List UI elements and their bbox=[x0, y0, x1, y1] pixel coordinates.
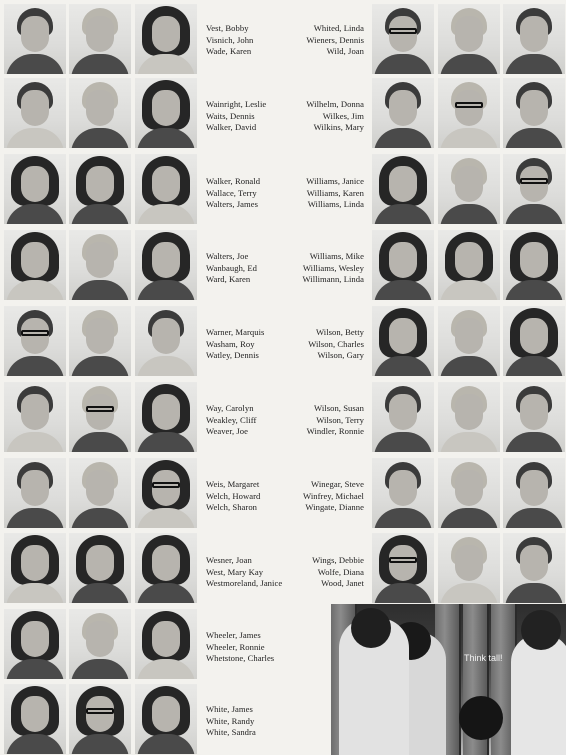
student-name: Visnich, John bbox=[206, 34, 254, 45]
shoulders-shape bbox=[6, 280, 64, 300]
student-portrait bbox=[135, 609, 197, 679]
face-shape bbox=[152, 318, 180, 354]
student-name: Wood, Janet bbox=[321, 578, 364, 589]
glasses-icon bbox=[21, 330, 49, 336]
student-name: Ward, Karen bbox=[206, 274, 251, 285]
name-block bbox=[206, 251, 364, 287]
face-shape bbox=[86, 545, 114, 581]
face-shape bbox=[21, 470, 49, 506]
face-shape bbox=[389, 394, 417, 430]
name-block bbox=[206, 176, 364, 212]
student-name: Wilkes, Jim bbox=[322, 110, 364, 121]
student-head bbox=[521, 610, 561, 650]
shoulders-shape bbox=[6, 204, 64, 224]
names-left-column bbox=[206, 99, 266, 134]
student-portrait bbox=[372, 533, 434, 603]
student-portrait bbox=[438, 154, 500, 224]
student-portrait bbox=[372, 78, 434, 148]
student-name: Wilson, Terry bbox=[316, 414, 364, 425]
student-name: Williams, Karen bbox=[306, 187, 364, 198]
shoulders-shape bbox=[71, 659, 129, 679]
shoulders-shape bbox=[440, 204, 498, 224]
student-portrait bbox=[503, 306, 565, 376]
student-portrait bbox=[438, 382, 500, 452]
shoulders-shape bbox=[71, 432, 129, 452]
face-shape bbox=[455, 90, 483, 126]
student-portrait bbox=[135, 78, 197, 148]
student-name: White, Randy bbox=[206, 715, 255, 726]
student-name: Warner, Marquis bbox=[206, 327, 265, 337]
face-shape bbox=[21, 394, 49, 430]
face-shape bbox=[86, 90, 114, 126]
student-name: Way, Carolyn bbox=[206, 403, 254, 413]
shoulders-shape bbox=[505, 356, 563, 376]
face-shape bbox=[152, 16, 180, 52]
student-name: West, Mary Kay bbox=[206, 566, 264, 577]
glasses-icon bbox=[152, 482, 180, 488]
shoulders-shape bbox=[6, 659, 64, 679]
shoulders-shape bbox=[137, 659, 195, 679]
student-name: Waits, Dennis bbox=[206, 110, 255, 121]
shoulders-shape bbox=[374, 583, 432, 603]
name-block bbox=[206, 630, 364, 666]
shoulders-shape bbox=[71, 508, 129, 528]
student-name: Welch, Sharon bbox=[206, 502, 258, 513]
face-shape bbox=[520, 90, 548, 126]
shoulders-shape bbox=[374, 432, 432, 452]
student-portrait bbox=[69, 382, 131, 452]
face-shape bbox=[152, 696, 180, 732]
student-portrait bbox=[135, 382, 197, 452]
student-portrait bbox=[503, 4, 565, 74]
glasses-icon bbox=[455, 102, 483, 108]
student-name: Watley, Dennis bbox=[206, 350, 259, 361]
face-shape bbox=[520, 545, 548, 581]
student-name: Whetstone, Charles bbox=[206, 653, 275, 664]
shoulders-shape bbox=[505, 508, 563, 528]
shoulders-shape bbox=[71, 204, 129, 224]
shoulders-shape bbox=[137, 432, 195, 452]
student-portrait bbox=[372, 4, 434, 74]
student-portrait bbox=[4, 458, 66, 528]
shoulders-shape bbox=[137, 204, 195, 224]
shoulders-shape bbox=[137, 54, 195, 74]
glasses-icon bbox=[389, 557, 417, 563]
student-portrait bbox=[503, 154, 565, 224]
face-shape bbox=[389, 166, 417, 202]
face-shape bbox=[520, 470, 548, 506]
shoulders-shape bbox=[137, 583, 195, 603]
shoulders-shape bbox=[137, 508, 195, 528]
face-shape bbox=[21, 545, 49, 581]
student-name: Wilson, Gary bbox=[317, 350, 364, 361]
face-shape bbox=[152, 242, 180, 278]
student-portrait bbox=[135, 458, 197, 528]
face-shape bbox=[21, 16, 49, 52]
shoulders-shape bbox=[137, 734, 195, 754]
shoulders-shape bbox=[505, 204, 563, 224]
shoulders-shape bbox=[6, 583, 64, 603]
student-name: Wieners, Dennis bbox=[306, 34, 364, 45]
student-name: Whited, Linda bbox=[313, 23, 364, 33]
student-portrait bbox=[69, 684, 131, 754]
name-block bbox=[206, 99, 364, 135]
student-name: White, Sandra bbox=[206, 727, 256, 738]
student-portrait bbox=[503, 382, 565, 452]
face-shape bbox=[455, 166, 483, 202]
name-block bbox=[206, 403, 364, 439]
student-portrait bbox=[438, 458, 500, 528]
shoulders-shape bbox=[6, 54, 64, 74]
student-name: Williams, Mike bbox=[309, 251, 364, 261]
student-name: Walters, Joe bbox=[206, 251, 249, 261]
names-right-column bbox=[306, 176, 364, 211]
student-name: Westmoreland, Janice bbox=[206, 578, 283, 589]
names-right-column bbox=[303, 479, 364, 514]
names-left-column bbox=[206, 403, 256, 438]
shoulders-shape bbox=[6, 356, 64, 376]
student-name: Wallace, Terry bbox=[206, 187, 257, 198]
student-name: Walker, Ronald bbox=[206, 176, 261, 186]
shoulders-shape bbox=[440, 356, 498, 376]
shoulders-shape bbox=[71, 128, 129, 148]
names-right-column bbox=[306, 23, 364, 58]
student-portrait bbox=[4, 154, 66, 224]
face-shape bbox=[389, 16, 417, 52]
names-right-column bbox=[312, 555, 364, 590]
face-shape bbox=[86, 166, 114, 202]
student-portrait bbox=[69, 306, 131, 376]
shoulders-shape bbox=[440, 280, 498, 300]
face-shape bbox=[86, 394, 114, 430]
shoulders-shape bbox=[374, 204, 432, 224]
face-shape bbox=[520, 242, 548, 278]
face-shape bbox=[152, 621, 180, 657]
names-left-column bbox=[206, 630, 274, 665]
student-portrait bbox=[503, 458, 565, 528]
shoulders-shape bbox=[137, 356, 195, 376]
student-portrait bbox=[135, 154, 197, 224]
face-shape bbox=[389, 242, 417, 278]
student-name: Wilhelm, Donna bbox=[306, 99, 364, 109]
face-shape bbox=[152, 90, 180, 126]
face-shape bbox=[389, 545, 417, 581]
shoulders-shape bbox=[440, 508, 498, 528]
candid-caption: Think tall! bbox=[464, 653, 503, 663]
student-name: Wade, Karen bbox=[206, 46, 252, 57]
shoulders-shape bbox=[374, 54, 432, 74]
student-portrait bbox=[69, 533, 131, 603]
shoulders-shape bbox=[440, 432, 498, 452]
student-portrait bbox=[372, 458, 434, 528]
shoulders-shape bbox=[505, 128, 563, 148]
student-portrait bbox=[135, 306, 197, 376]
student-portrait bbox=[4, 78, 66, 148]
names-right-column bbox=[308, 327, 364, 362]
student-name: Walters, James bbox=[206, 199, 259, 210]
face-shape bbox=[21, 318, 49, 354]
student-name: Weaver, Joe bbox=[206, 426, 248, 437]
student-name: Williams, Janice bbox=[306, 176, 364, 186]
face-shape bbox=[520, 166, 548, 202]
glasses-icon bbox=[86, 708, 114, 714]
shoulders-shape bbox=[71, 583, 129, 603]
face-shape bbox=[86, 242, 114, 278]
shoulders-shape bbox=[440, 128, 498, 148]
names-left-column bbox=[206, 251, 257, 286]
names-right-column bbox=[302, 251, 364, 286]
face-shape bbox=[152, 394, 180, 430]
shoulders-shape bbox=[505, 583, 563, 603]
student-name: Wolfe, Diana bbox=[317, 566, 364, 577]
student-name: Washam, Roy bbox=[206, 338, 255, 349]
student-portrait bbox=[438, 533, 500, 603]
face-shape bbox=[152, 470, 180, 506]
student-figure bbox=[511, 634, 566, 755]
face-shape bbox=[455, 242, 483, 278]
student-name: Wheeler, James bbox=[206, 630, 261, 640]
student-name: Weis, Margaret bbox=[206, 479, 260, 489]
student-portrait bbox=[438, 78, 500, 148]
shoulders-shape bbox=[440, 583, 498, 603]
shoulders-shape bbox=[374, 356, 432, 376]
face-shape bbox=[455, 318, 483, 354]
student-portrait bbox=[135, 230, 197, 300]
names-right-column bbox=[307, 403, 364, 438]
student-portrait bbox=[135, 684, 197, 754]
student-portrait bbox=[438, 4, 500, 74]
face-shape bbox=[86, 318, 114, 354]
face-shape bbox=[21, 166, 49, 202]
student-name: Wheeler, Ronnie bbox=[206, 641, 265, 652]
student-name: Wesner, Joan bbox=[206, 555, 252, 565]
face-shape bbox=[86, 470, 114, 506]
shoulders-shape bbox=[440, 54, 498, 74]
student-portrait bbox=[372, 382, 434, 452]
student-name: Williams, Wesley bbox=[302, 262, 364, 273]
names-left-column bbox=[206, 327, 264, 362]
student-portrait bbox=[69, 78, 131, 148]
shoulders-shape bbox=[374, 128, 432, 148]
face-shape bbox=[86, 16, 114, 52]
names-left-column bbox=[206, 479, 260, 514]
face-shape bbox=[152, 545, 180, 581]
glasses-icon bbox=[520, 178, 548, 184]
seated-student bbox=[459, 696, 503, 740]
student-portrait bbox=[69, 230, 131, 300]
candid-photo-lockers bbox=[331, 604, 566, 755]
student-portrait bbox=[372, 306, 434, 376]
shoulders-shape bbox=[505, 280, 563, 300]
student-name: Windler, Ronnie bbox=[306, 426, 364, 437]
student-name: Winfrey, Michael bbox=[303, 490, 364, 501]
face-shape bbox=[455, 545, 483, 581]
student-portrait bbox=[503, 230, 565, 300]
face-shape bbox=[455, 394, 483, 430]
student-portrait bbox=[372, 230, 434, 300]
shoulders-shape bbox=[505, 54, 563, 74]
student-portrait bbox=[438, 230, 500, 300]
shoulders-shape bbox=[137, 280, 195, 300]
names-left-column bbox=[206, 555, 282, 590]
student-portrait bbox=[438, 306, 500, 376]
student-name: Wings, Debbie bbox=[312, 555, 364, 565]
student-portrait bbox=[69, 154, 131, 224]
shoulders-shape bbox=[374, 508, 432, 528]
student-portrait bbox=[135, 533, 197, 603]
face-shape bbox=[455, 470, 483, 506]
student-portrait bbox=[372, 154, 434, 224]
face-shape bbox=[21, 696, 49, 732]
student-name: Willimann, Linda bbox=[302, 274, 364, 285]
names-left-column bbox=[206, 176, 260, 211]
student-portrait bbox=[4, 684, 66, 754]
student-name: Wainright, Leslie bbox=[206, 99, 267, 109]
face-shape bbox=[86, 696, 114, 732]
shoulders-shape bbox=[374, 280, 432, 300]
shoulders-shape bbox=[6, 508, 64, 528]
student-portrait bbox=[503, 78, 565, 148]
student-name: Wilson, Betty bbox=[315, 327, 364, 337]
face-shape bbox=[86, 621, 114, 657]
student-name: Vest, Bobby bbox=[206, 23, 249, 33]
face-shape bbox=[520, 318, 548, 354]
student-portrait bbox=[4, 382, 66, 452]
face-shape bbox=[389, 318, 417, 354]
face-shape bbox=[152, 166, 180, 202]
student-portrait bbox=[4, 230, 66, 300]
shoulders-shape bbox=[505, 432, 563, 452]
student-name: White, James bbox=[206, 704, 253, 714]
names-right-column bbox=[306, 99, 364, 134]
student-portrait bbox=[4, 4, 66, 74]
shoulders-shape bbox=[6, 734, 64, 754]
name-block bbox=[206, 704, 364, 740]
face-shape bbox=[520, 16, 548, 52]
face-shape bbox=[389, 470, 417, 506]
student-name: Welch, Howard bbox=[206, 490, 261, 501]
glasses-icon bbox=[86, 406, 114, 412]
face-shape bbox=[21, 621, 49, 657]
student-portrait bbox=[69, 458, 131, 528]
shoulders-shape bbox=[71, 54, 129, 74]
student-name: Wilson, Charles bbox=[308, 338, 364, 349]
student-portrait bbox=[135, 4, 197, 74]
names-left-column bbox=[206, 23, 253, 58]
student-name: Winegar, Steve bbox=[311, 479, 364, 489]
student-name: Wild, Joan bbox=[326, 46, 364, 57]
face-shape bbox=[455, 16, 483, 52]
face-shape bbox=[389, 90, 417, 126]
shoulders-shape bbox=[71, 280, 129, 300]
student-portrait bbox=[503, 533, 565, 603]
names-left-column bbox=[206, 704, 256, 739]
shoulders-shape bbox=[6, 432, 64, 452]
student-name: Wanbaugh, Ed bbox=[206, 262, 257, 273]
student-name: Weakley, Cliff bbox=[206, 414, 257, 425]
student-portrait bbox=[4, 306, 66, 376]
face-shape bbox=[520, 394, 548, 430]
face-shape bbox=[21, 90, 49, 126]
name-block bbox=[206, 23, 364, 59]
face-shape bbox=[21, 242, 49, 278]
student-name: Walker, David bbox=[206, 122, 257, 133]
student-portrait bbox=[69, 4, 131, 74]
name-block bbox=[206, 479, 364, 515]
shoulders-shape bbox=[137, 128, 195, 148]
name-block bbox=[206, 555, 364, 591]
student-name: Wingate, Dianne bbox=[305, 502, 364, 513]
glasses-icon bbox=[389, 28, 417, 34]
student-name: Wilson, Susan bbox=[314, 403, 364, 413]
student-name: Williams, Linda bbox=[307, 199, 364, 210]
student-portrait bbox=[4, 609, 66, 679]
student-portrait bbox=[4, 533, 66, 603]
student-name: Wilkins, Mary bbox=[313, 122, 364, 133]
shoulders-shape bbox=[71, 356, 129, 376]
shoulders-shape bbox=[6, 128, 64, 148]
name-block bbox=[206, 327, 364, 363]
shoulders-shape bbox=[71, 734, 129, 754]
student-portrait bbox=[69, 609, 131, 679]
